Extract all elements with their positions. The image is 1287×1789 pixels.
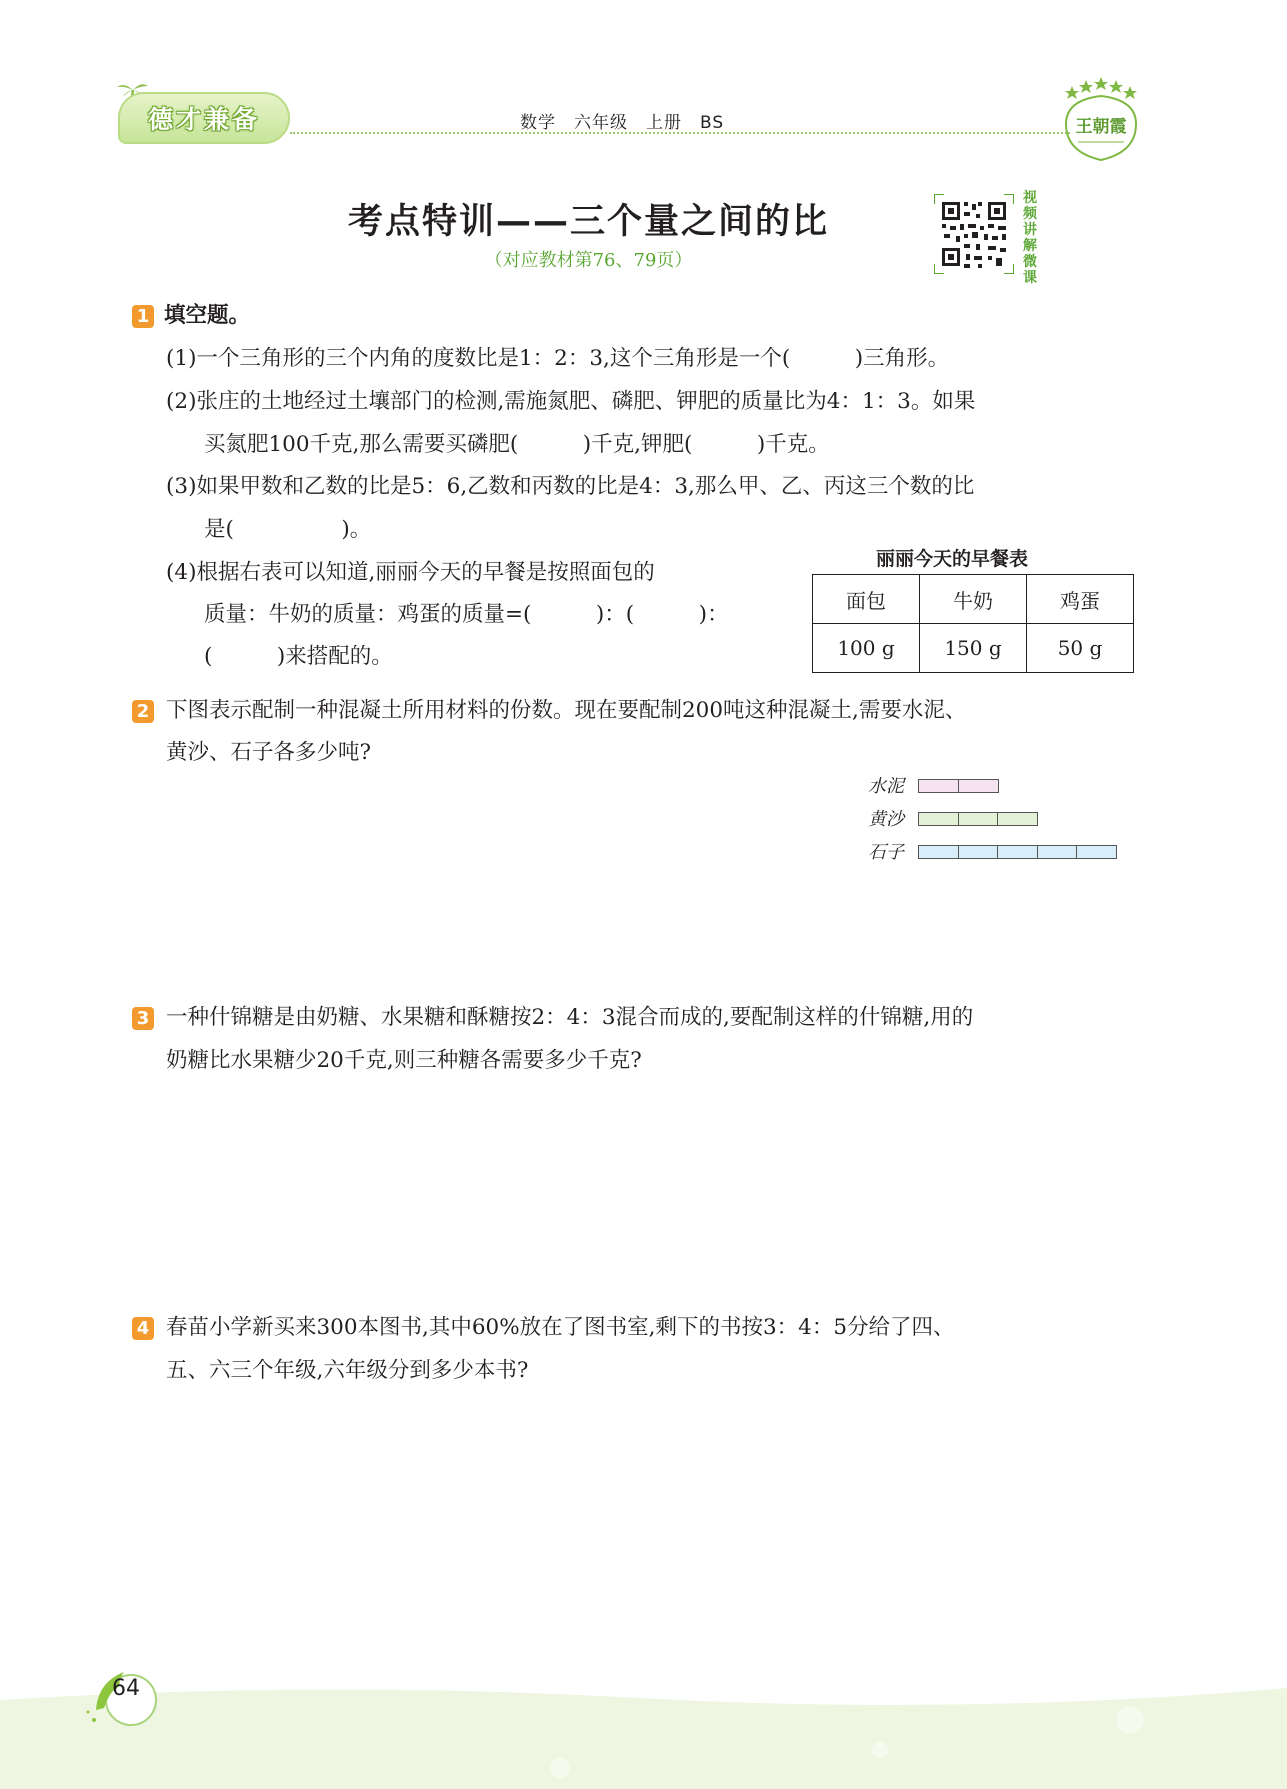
question-2-line-1: 下图表示配制一种混凝土所用材料的份数。现在要配制200吨这种混凝土,需要水泥、 bbox=[166, 698, 967, 723]
question-number-badge: 4 bbox=[132, 1317, 154, 1340]
question-1-part-3-line-2: 是( )。 bbox=[204, 517, 372, 542]
diagram-bar bbox=[918, 845, 1116, 859]
question-4-line-1: 春苗小学新买来300本图书,其中60%放在了图书室,剩下的书按3：4：5分给了四、 bbox=[166, 1315, 955, 1340]
question-3-line-1: 一种什锦糖是由奶糖、水果糖和酥糖按2：4：3混合而成的,要配制这样的什锦糖,用的 bbox=[166, 1005, 974, 1030]
question-1-part-4-line-2: 质量：牛奶的质量：鸡蛋的质量=( )：( )： bbox=[204, 602, 729, 627]
seal-text: 王朝霞 bbox=[1075, 117, 1127, 137]
diagram-bar-part bbox=[997, 845, 1038, 859]
question-1-part-2-line-1: (2)张庄的土地经过土壤部门的检测,需施氮肥、磷肥、钾肥的质量比为4：1：3。如果 bbox=[166, 389, 976, 414]
table-row bbox=[813, 624, 1134, 673]
table-cell: 100 g bbox=[813, 624, 920, 673]
page-number: 64 bbox=[112, 1676, 140, 1701]
table-cell: 50 g bbox=[1027, 624, 1134, 673]
diagram-bar-part bbox=[958, 779, 999, 793]
diagram-bar-part bbox=[958, 845, 999, 859]
table-header-cell: 面包 bbox=[813, 575, 920, 624]
question-number-badge: 3 bbox=[132, 1007, 154, 1030]
page-title: 考点特训——三个量之间的比 bbox=[347, 202, 829, 242]
question-1-part-2-line-2: 买氮肥100千克,那么需要买磷肥( )千克,钾肥( )千克。 bbox=[204, 432, 830, 457]
question-4-line-2: 五、六三个年级,六年级分到多少本书? bbox=[166, 1358, 529, 1383]
logo-text: 德才兼备 bbox=[147, 105, 260, 134]
diagram-bar-part bbox=[1037, 845, 1078, 859]
diagram-bar-part bbox=[918, 779, 959, 793]
table-header-row bbox=[813, 575, 1134, 624]
qr-code-icon[interactable] bbox=[934, 194, 1014, 274]
footer-decoration bbox=[0, 1680, 1287, 1789]
qr-caption: 视频讲解微课 bbox=[1023, 190, 1037, 286]
logo-badge bbox=[118, 92, 290, 144]
question-1-part-4-line-1: (4)根据右表可以知道,丽丽今天的早餐是按照面包的 bbox=[166, 560, 655, 585]
table-header-cell: 鸡蛋 bbox=[1027, 575, 1134, 624]
question-1-part-1: (1)一个三角形的三个内角的度数比是1：2：3,这个三角形是一个( )三角形。 bbox=[166, 346, 950, 371]
diagram-bar-part bbox=[918, 812, 959, 826]
diagram-bar-part bbox=[918, 845, 959, 859]
question-1-part-4-line-3: ( )来搭配的。 bbox=[204, 644, 393, 669]
breakfast-table bbox=[812, 574, 1134, 673]
question-number-badge: 2 bbox=[132, 700, 154, 723]
diagram-bar-part bbox=[1076, 845, 1117, 859]
diagram-bar-part bbox=[997, 812, 1038, 826]
table-header-cell: 牛奶 bbox=[920, 575, 1027, 624]
brand-seal-logo bbox=[1058, 74, 1144, 164]
question-2-line-2: 黄沙、石子各多少吨? bbox=[166, 740, 372, 765]
question-number-badge: 1 bbox=[132, 305, 154, 328]
diagram-bar bbox=[918, 779, 997, 793]
diagram-label: 水泥 bbox=[868, 776, 904, 797]
page-subtitle: （对应教材第76、79页） bbox=[484, 250, 693, 271]
table-caption: 丽丽今天的早餐表 bbox=[876, 548, 1029, 570]
header-subject: 数学 六年级 上册 BS bbox=[520, 113, 725, 133]
diagram-label: 石子 bbox=[868, 842, 904, 863]
question-3-line-2: 奶糖比水果糖少20千克,则三种糖各需要多少千克? bbox=[166, 1048, 642, 1073]
diagram-bar-part bbox=[958, 812, 999, 826]
question-1-heading: 填空题。 bbox=[164, 303, 251, 328]
question-1-part-3-line-1: (3)如果甲数和乙数的比是5：6,乙数和丙数的比是4：3,那么甲、乙、丙这三个数的比 bbox=[166, 474, 975, 499]
diagram-bar bbox=[918, 812, 1037, 826]
table-cell: 150 g bbox=[920, 624, 1027, 673]
diagram-label: 黄沙 bbox=[868, 809, 904, 830]
